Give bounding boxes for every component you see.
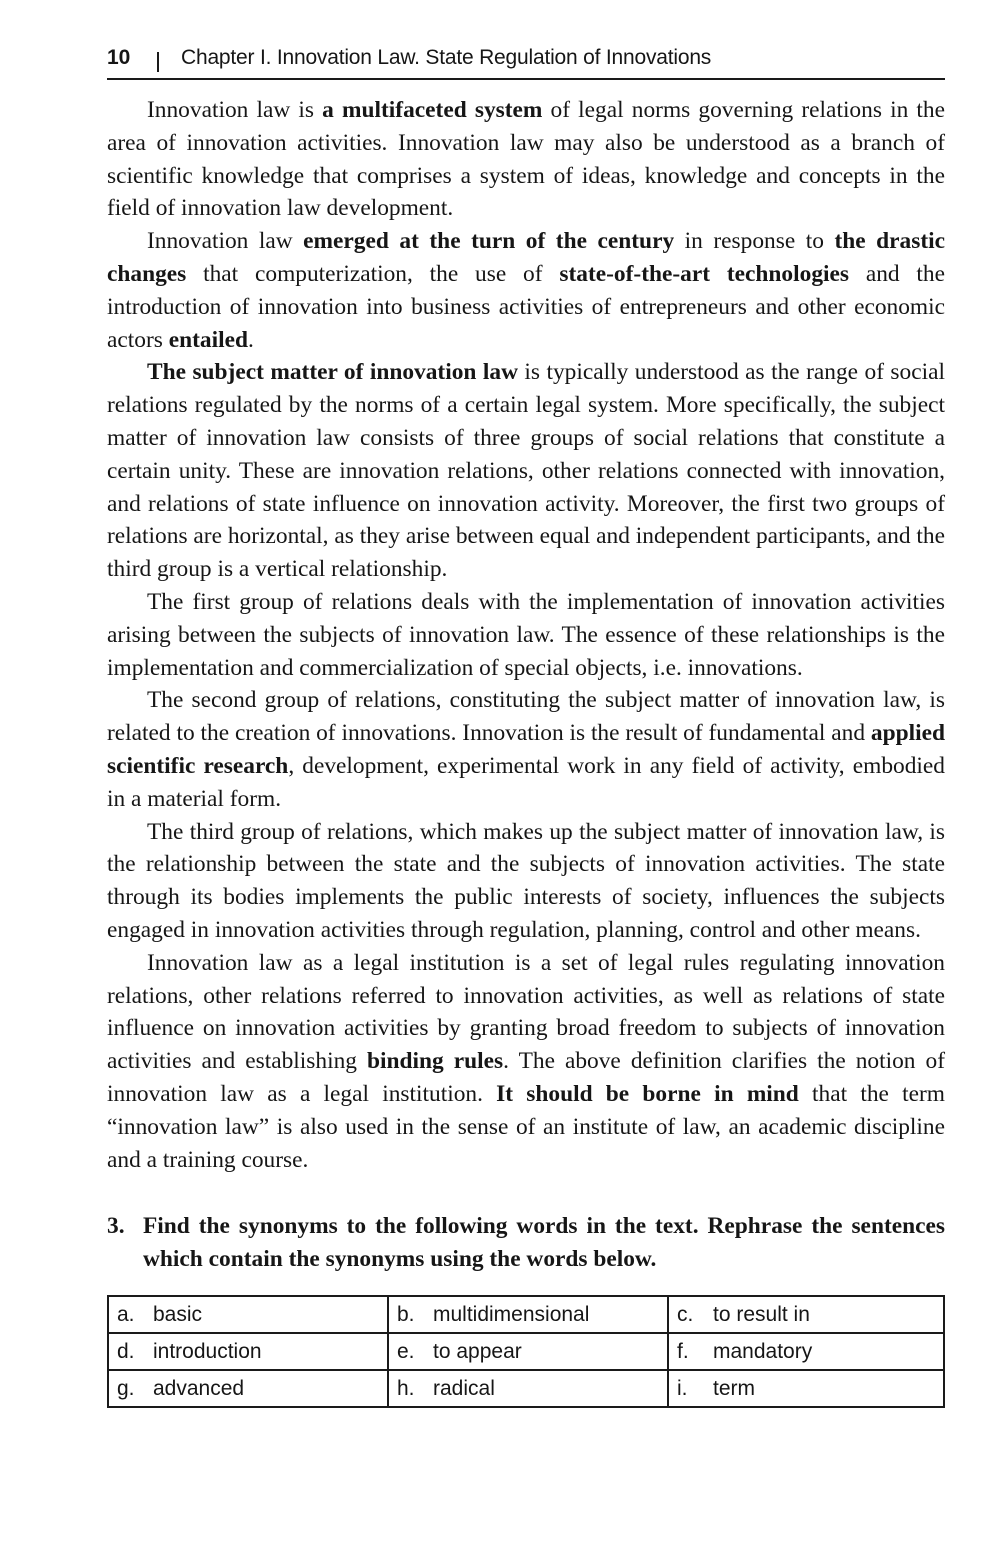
table-cell — [108, 1370, 388, 1407]
paragraph-4: The first group of relations deals with the implementation of innovation activities arising between the subjects of innovation law. The essence of these relationships is the implementation and commercialization of special objects, i.e. innovations. — [107, 588, 945, 681]
paragraph-6: The third group of relations, which makes up the subject matter of innovation law, is the relationship between the state and the subjects of innovation activities. The state through its bodies implements the public interests of society, influences the subjects engaged in innovation activities through regulation, planning, control and other means. — [107, 818, 945, 943]
page-number: 10 — [107, 46, 131, 69]
table-cell — [388, 1296, 668, 1333]
table-cell — [108, 1333, 388, 1370]
paragraph-7: Innovation law as a legal institution is a set of legal rules regulating innovation relations, other relations referred to innovation activities, as well as relations of state influence on innovation activities by granting broad freedom to subjects of innovation activities and establishing binding rules. The above definition clarifies the notion of innovation law as a legal institution. It should be borne in mind that the term “innovation law” is also used in the sense of an institute of law, an academic discipline and a training course. — [107, 949, 946, 1173]
chapter-title: Chapter I. Innovation Law. State Regulation of Innovations — [181, 46, 712, 69]
bold-term: binding rules — [367, 1048, 504, 1075]
book-page — [107, 46, 945, 1408]
item-word: mandatory — [713, 1339, 813, 1363]
item-letter: g. — [117, 1376, 135, 1400]
body-text — [107, 94, 945, 1176]
bold-term: applied scientific research — [107, 720, 945, 779]
paragraph-2: Innovation law emerged at the turn of the century in response to the drastic changes that computerization, the use of state-of-the-art technologies and the introduction of innovation into business activities of entrepreneurs and other economic actors entailed. — [107, 228, 946, 353]
paragraph-3: The subject matter of innovation law is typically understood as the range of social relations regulated by the norms of a certain legal system. More specifically, the subject matter of innovation law consists of three groups of social relations that constitute a certain unity. These are innovation relations, other relations connected with innovation, and relations of state influence on innovation activity. Moreover, the first two groups of relations are horizontal, as they arise between equal and independent participants, and the third group is a vertical relationship. — [107, 359, 945, 583]
table-row — [108, 1296, 944, 1333]
item-word: to result in — [713, 1302, 810, 1326]
item-word: radical — [433, 1376, 495, 1400]
bold-term: state-of-the-art technologies — [559, 260, 849, 287]
table-cell — [108, 1296, 388, 1333]
item-letter: a. — [117, 1302, 135, 1326]
header-divider — [157, 52, 159, 72]
exercise-3 — [107, 1210, 945, 1275]
table-cell — [388, 1333, 668, 1370]
item-word: multidimensional — [433, 1302, 590, 1326]
bold-term: entailed — [168, 326, 248, 353]
running-header — [107, 46, 945, 80]
bold-term: It should be borne in mind — [496, 1080, 799, 1107]
table-cell — [388, 1370, 668, 1407]
item-letter: f. — [677, 1339, 689, 1363]
bold-term: a multifaceted system — [322, 97, 543, 123]
item-word: term — [713, 1376, 755, 1400]
item-letter: e. — [397, 1339, 415, 1363]
table-row — [108, 1370, 944, 1407]
bold-term: The subject matter of innovation law — [147, 359, 518, 386]
item-letter: c. — [677, 1302, 694, 1326]
paragraph-1: Innovation law is a multifaceted system of legal norms governing relations in the area of innovation activities. Innovation law may also be understood as a branch of scientific knowledge that comprises a system of ideas, knowledge and concepts in the field of innovation law development. — [107, 97, 945, 222]
item-letter: b. — [397, 1302, 415, 1326]
item-letter: i. — [677, 1376, 688, 1400]
bold-term: emerged at the turn of the century — [303, 228, 675, 255]
item-word: basic — [153, 1302, 203, 1326]
item-letter: d. — [117, 1339, 135, 1363]
exercise-number: 3. — [107, 1213, 125, 1240]
word-table — [107, 1295, 945, 1408]
item-letter: h. — [397, 1376, 415, 1400]
table-cell — [668, 1333, 944, 1370]
item-word: introduction — [153, 1339, 262, 1363]
table-row — [108, 1333, 944, 1370]
table-cell — [668, 1370, 944, 1407]
bold-term: the drastic changes — [107, 228, 946, 287]
table-cell — [668, 1296, 944, 1333]
item-word: advanced — [153, 1376, 245, 1400]
paragraph-5: The second group of relations, constituting the subject matter of innovation law, is related to the creation of innovations. Innovation is the result of fundamental and applied scientific research, development, experimental work in any field of activity, embodied in a material form. — [107, 687, 945, 812]
exercise-instruction: Find the synonyms to the following words in the text. Rephrase the sentences which contain the synonyms using the words below. — [143, 1213, 945, 1272]
item-word: to appear — [433, 1339, 522, 1363]
